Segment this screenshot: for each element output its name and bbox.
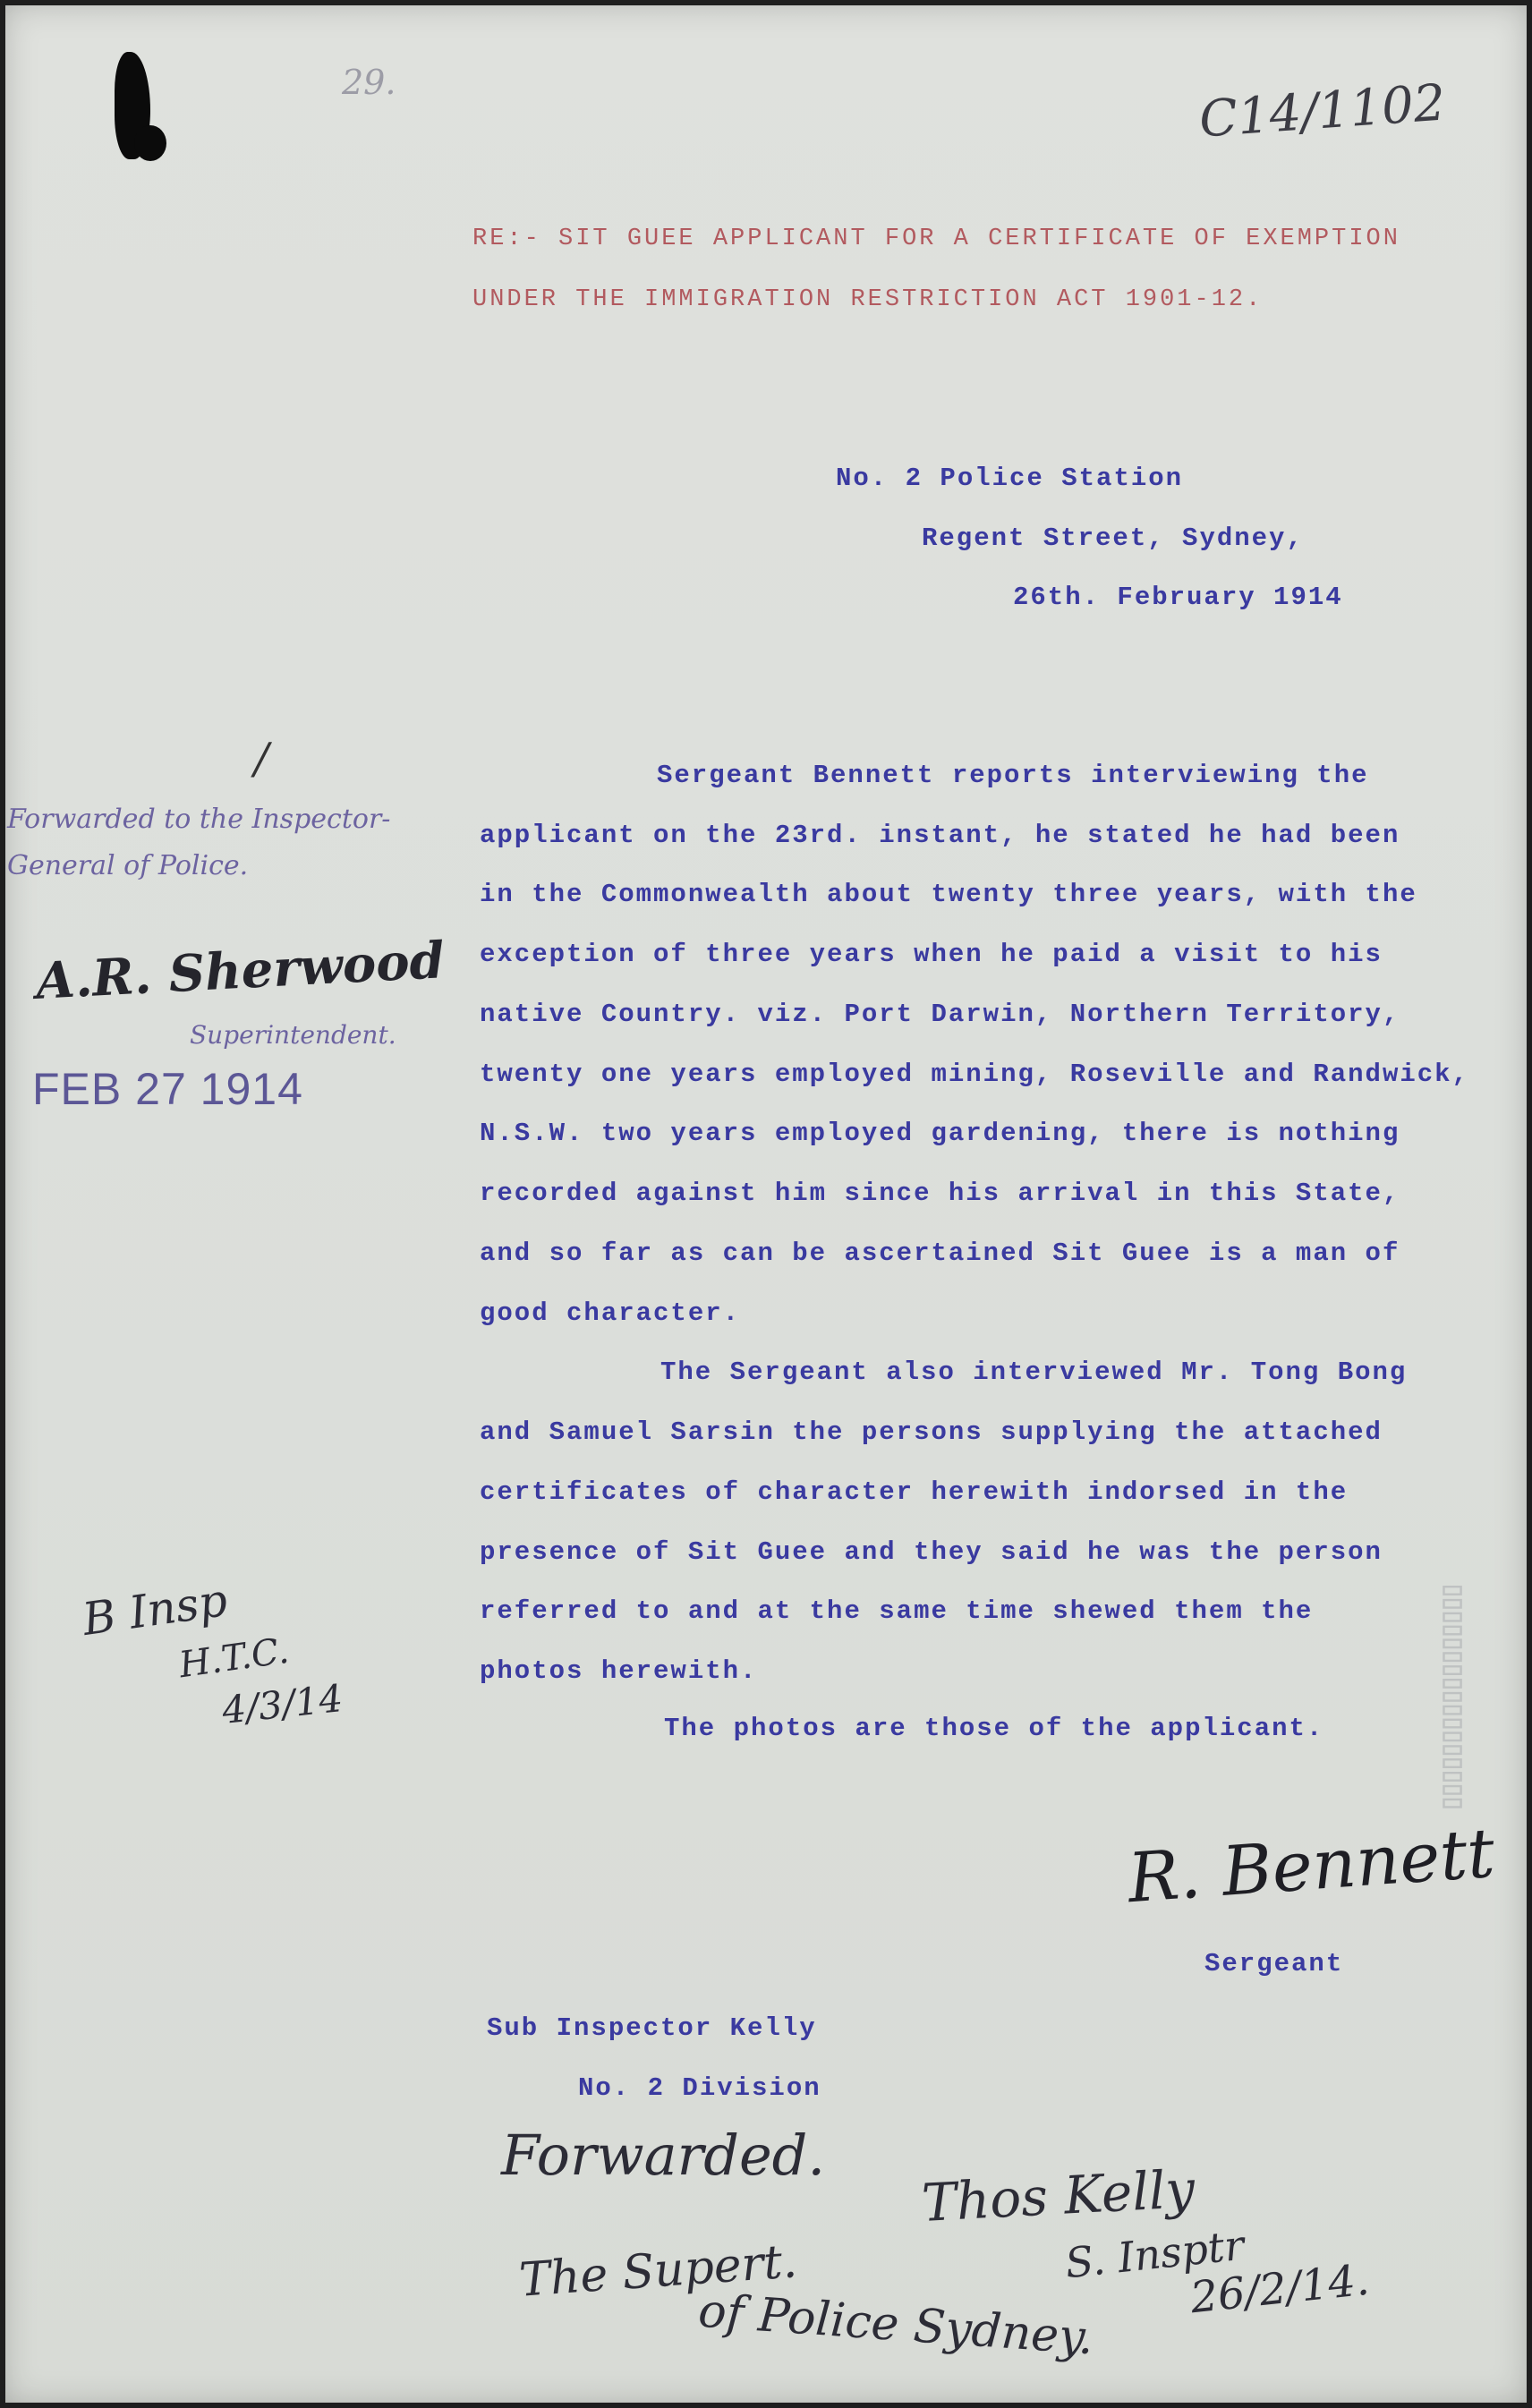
- body-line: and Samuel Sarsin the persons supplying the attached: [480, 1417, 1383, 1447]
- endorsement-date: 26/2/14.: [1187, 2254, 1372, 2324]
- bleed-through-stamp: ▯▯▯▯▯▯▯▯▯▯▯▯▯▯▯▯▯: [1441, 1584, 1468, 1810]
- body-line: applicant on the 23rd. instant, he stated he had been: [480, 821, 1400, 850]
- address-street: Regent Street, Sydney,: [922, 523, 1304, 553]
- body-line: The Sergeant also interviewed Mr. Tong Bong: [660, 1357, 1408, 1387]
- pencil-folio-number: 29.: [342, 63, 396, 102]
- endorsement-title: S. Insptr: [1062, 2220, 1247, 2288]
- endorsement-to-line-1: The Supert.: [517, 2234, 799, 2308]
- endorsement-to-line-2: of Police Sydney.: [696, 2284, 1096, 2366]
- body-line: Sergeant Bennett reports interviewing the: [657, 761, 1369, 790]
- addressee-line-1: Sub Inspector Kelly: [487, 2013, 817, 2043]
- stamp-line-2: General of Police.: [7, 850, 249, 881]
- address-date: 26th. February 1914: [1013, 583, 1343, 612]
- heading-line-1: RE:- SIT GUEE APPLICANT FOR A CERTIFICATE OF EXEMPTION: [472, 225, 1400, 252]
- stamp-line-1: Forwarded to the Inspector-: [7, 804, 391, 835]
- body-line: N.S.W. two years employed gardening, there is nothing: [480, 1119, 1400, 1148]
- sergeant-title: Sergeant: [1204, 1949, 1344, 1978]
- body-line: native Country. viz. Port Darwin, Northern Territory,: [480, 1000, 1400, 1029]
- body-line: referred to and at the same time shewed them the: [480, 1596, 1314, 1626]
- note-date: 4/3/14: [219, 1676, 345, 1732]
- body-line: presence of Sit Guee and they said he was the person: [480, 1537, 1383, 1567]
- body-line: photos herewith.: [480, 1656, 758, 1686]
- body-line: exception of three years when he paid a visit to his: [480, 940, 1383, 969]
- file-number: C14/1102: [1197, 73, 1448, 149]
- body-line: in the Commonwealth about twenty three years, with the: [480, 880, 1417, 909]
- torn-hole-fragment: [134, 125, 166, 161]
- sergeant-signature: R. Bennett: [1125, 1812, 1497, 1919]
- date-stamp: FEB 27 1914: [32, 1064, 303, 1114]
- note-line-1: B Insp: [79, 1573, 231, 1646]
- address-station: No. 2 Police Station: [836, 464, 1184, 493]
- body-line: and so far as can be ascertained Sit Guee is a man of: [480, 1238, 1400, 1268]
- superintendent-title: Superintendent.: [190, 1020, 396, 1050]
- body-line: good character.: [480, 1298, 741, 1328]
- body-paragraph-3: The photos are those of the applicant.: [664, 1714, 1324, 1743]
- endorsement-signature: Thos Kelly: [920, 2158, 1196, 2234]
- superintendent-signature: A.R. Sherwood: [34, 931, 447, 1011]
- endorsement-forwarded: Forwarded.: [501, 2123, 826, 2188]
- addressee-line-2: No. 2 Division: [578, 2073, 821, 2103]
- note-line-2: H.T.C.: [176, 1629, 292, 1687]
- margin-checkmark: /: [254, 734, 269, 784]
- body-line: twenty one years employed mining, Roseville and Randwick,: [480, 1059, 1469, 1089]
- heading-line-2: UNDER THE IMMIGRATION RESTRICTION ACT 1901-12.: [472, 286, 1264, 313]
- body-line: recorded against him since his arrival in this State,: [480, 1178, 1400, 1208]
- body-line: certificates of character herewith indorsed in the: [480, 1477, 1349, 1507]
